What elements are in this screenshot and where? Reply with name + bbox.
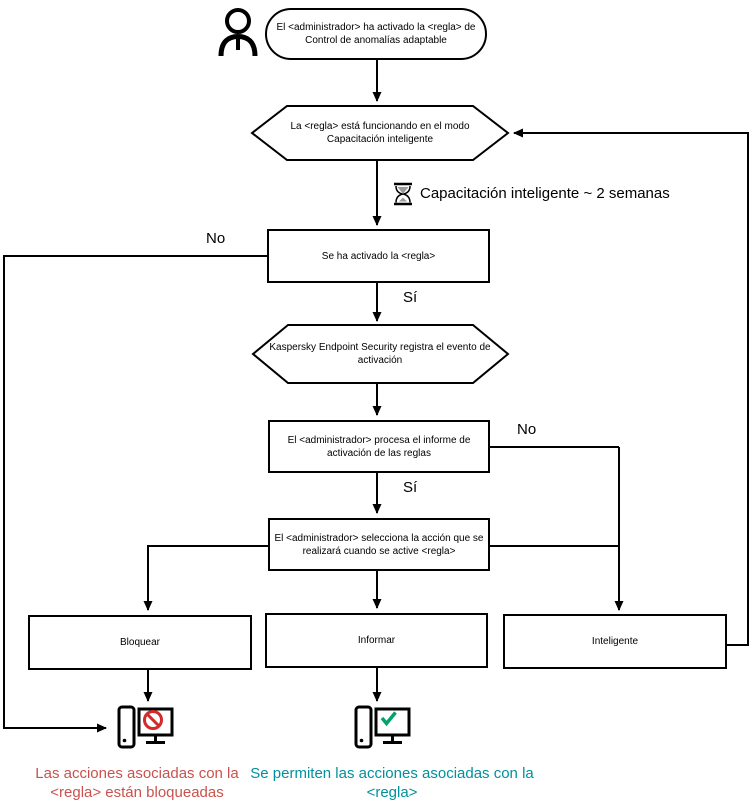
node-logs	[262, 326, 498, 382]
node-selects-label: El <administrador> selecciona la acción que se realizará cuando se active <regla>	[274, 532, 484, 557]
computer-blocked-icon	[119, 707, 172, 747]
label-no-right: No	[517, 421, 537, 438]
caption-allowed: Se permiten las acciones asociadas con la <regla>	[250, 765, 534, 801]
node-start	[265, 8, 487, 60]
node-triggered	[267, 229, 490, 283]
node-inform-label: Informar	[357, 635, 396, 646]
timer-label: Capacitación inteligente ~ 2 semanas	[420, 185, 670, 202]
node-smart	[503, 614, 727, 669]
node-start-label: El <administrador> ha activado la <regla> de Control de anomalías adaptable	[276, 22, 476, 46]
hourglass-icon	[394, 184, 412, 204]
node-logs-label: Kaspersky Endpoint Security registra el evento de activación	[269, 342, 491, 366]
caption-blocked: Las acciones asociadas con la <regla> están bloqueadas	[35, 765, 239, 801]
label-no-left: No	[206, 230, 226, 247]
prohibition-icon	[145, 712, 162, 729]
node-block-label: Bloquear	[119, 637, 161, 648]
node-triggered-label: Se ha activado la <regla>	[321, 250, 436, 262]
label-yes-bottom: Sí	[403, 479, 418, 496]
node-mode-label: La <regla> está funcionando en el modo Capacitación inteligente	[290, 121, 470, 145]
label-yes-top: Sí	[403, 289, 418, 306]
node-inform	[265, 613, 488, 668]
node-processes	[268, 420, 490, 473]
node-smart-label: Inteligente	[591, 636, 639, 647]
computer-allowed-icon	[356, 707, 409, 747]
person-icon	[221, 10, 255, 56]
node-selects	[268, 518, 490, 571]
node-block	[28, 615, 252, 670]
node-mode	[262, 107, 498, 159]
node-processes-label: El <administrador> procesa el informe de activación de las reglas	[287, 434, 471, 459]
